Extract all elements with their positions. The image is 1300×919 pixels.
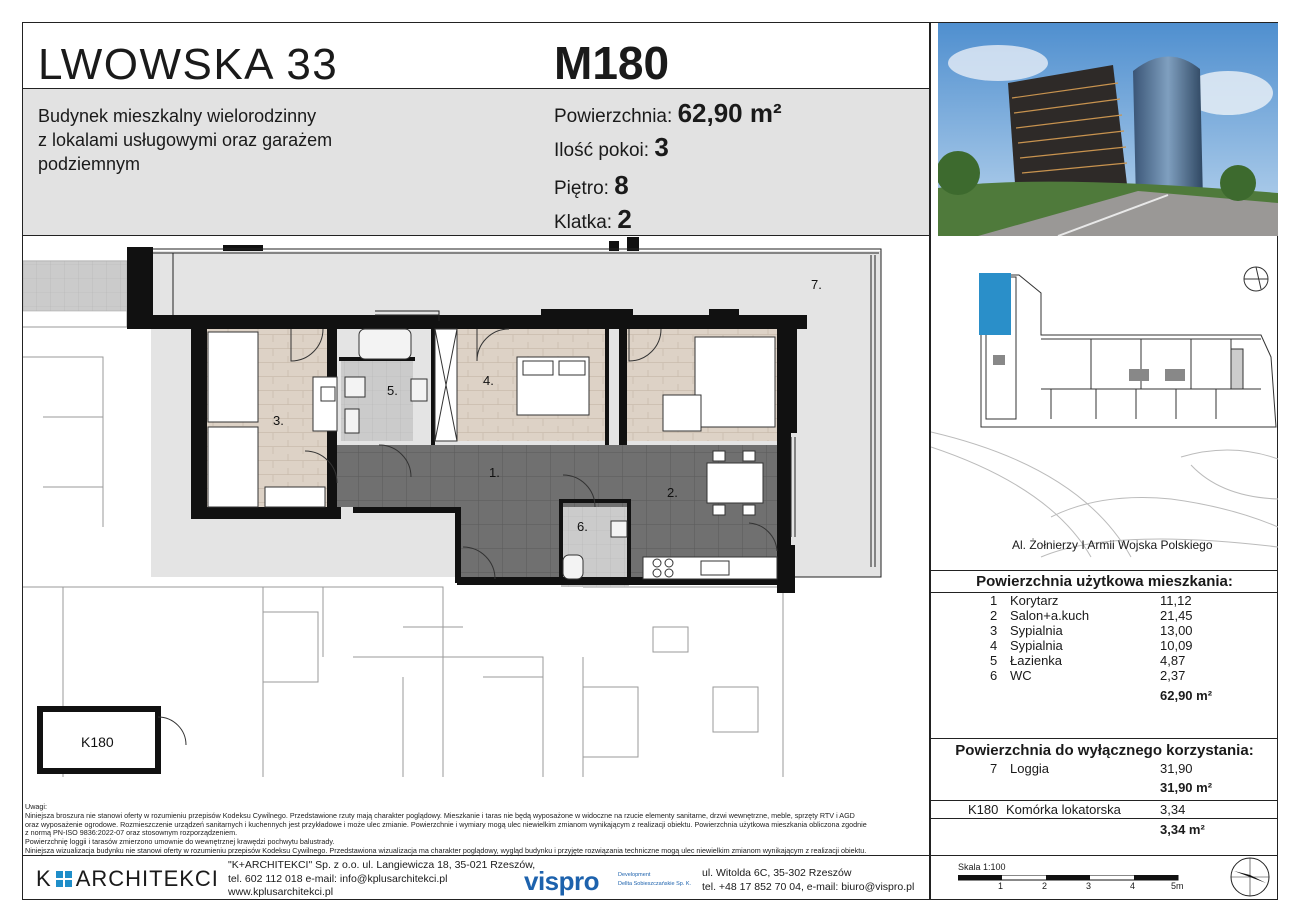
note-line: z normą PN-ISO 9836:2022-07 oraz stosownym rozporządzeniem.: [25, 828, 238, 838]
storage-label: K180: [81, 734, 114, 750]
row-area: 3,34: [1160, 802, 1186, 817]
row-name: Loggia: [1010, 761, 1050, 776]
row-num: 3: [990, 623, 998, 638]
architect-line: www.kplusarchitekci.pl: [228, 886, 334, 898]
row-area: 11,12: [1160, 593, 1192, 608]
footer-divider: [23, 855, 929, 856]
table-divider: [931, 738, 1278, 739]
room-label-4: 4.: [483, 373, 494, 388]
description-line: Budynek mieszkalny wielorodzinny: [38, 106, 317, 126]
table-divider: [931, 818, 1278, 819]
developer-logo: vispro: [524, 866, 600, 896]
table-divider: [931, 855, 1278, 856]
developer-line: tel. +48 17 852 70 04, e-mail: biuro@vispro.pl: [702, 881, 915, 893]
row-name: Łazienka: [1010, 653, 1063, 668]
scale-tick: 2: [1042, 881, 1048, 891]
compass-icon: [1244, 267, 1268, 291]
room-label-5: 5.: [387, 383, 398, 398]
unit-code: M180: [554, 37, 670, 89]
usable-area-heading: Powierzchnia użytkowa mieszkania:: [976, 573, 1233, 590]
scale-tick: 5m: [1171, 881, 1184, 891]
building-photo: [938, 23, 1278, 236]
room-label-3: 3.: [273, 413, 284, 428]
note-line: Niniejsza broszura nie stanowi oferty w rozumieniu przepisów Kodeksu Cywilnego. Przedstawione rzuty mają charakter poglądowy. Mieszkanie i taras nie będą wyposażone w widoczne na rzucie elementy sanitarne, drzwi wewnętrzne, meble, sprzęty RTV i AGD: [25, 810, 855, 820]
scale-tick: 4: [1130, 881, 1136, 891]
note-line: Niniejsza wizualizacja budynku nie stanowi oferty w rozumieniu przepisów Kodeksu Cywilnego. Przedstawiona wizualizacja ma charakter poglądowy, wygląd budynku i przyjęte rozwiązania techniczne mogą ulec niewielkim zmianom wynikającym z realizacji obiektu.: [25, 845, 867, 855]
spec-area: [554, 98, 782, 129]
loggia-total: 31,90 m²: [1160, 780, 1213, 795]
row-name: Sypialnia: [1010, 638, 1063, 653]
room-label-1: 1.: [489, 465, 500, 480]
scale-tick: 3: [1086, 881, 1092, 891]
row-name: WC: [1010, 668, 1032, 683]
developer-address: [702, 866, 914, 894]
developer-sub-line: Dellta Sobieszczańskie Sp. K.: [618, 881, 692, 887]
room-label-7: 7.: [811, 277, 822, 292]
architect-line: "K+ARCHITEKCI" Sp. z o.o. ul. Langiewicza 18, 35-021 Rzeszów,: [228, 859, 536, 871]
floor-plan: [23, 237, 929, 803]
row-num: 4: [990, 638, 998, 653]
spec-rooms: [554, 132, 669, 163]
row-name: Komórka lokatorska: [1006, 802, 1121, 817]
architect-logo-text: ARCHITEKCI: [75, 866, 219, 891]
corridor-floor-lower: [459, 507, 559, 583]
row-area: 10,09: [1160, 638, 1193, 653]
project-title: LWOWSKA 33: [38, 40, 339, 89]
table-divider: [931, 592, 1278, 593]
row-name: Salon+a.kuch: [1010, 608, 1090, 623]
spec-stair-label: Klatka:: [554, 212, 613, 233]
row-area: 21,45: [1160, 608, 1193, 623]
storage-total: 3,34 m²: [1160, 822, 1205, 837]
row-area: 13,00: [1160, 623, 1193, 638]
table-divider: [931, 570, 1278, 571]
kitchen-unit: [643, 557, 777, 579]
exclusive-area-heading: Powierzchnia do wyłącznego korzystania:: [955, 742, 1254, 759]
architect-line: tel. 602 112 018 e-mail: info@kplusarchitekci.pl: [228, 872, 448, 885]
architect-logo: [36, 866, 219, 892]
row-num: 7: [990, 761, 998, 776]
description-line: z lokalami usługowymi oraz garażem: [38, 130, 333, 150]
scale-label: Skala 1:100: [958, 862, 1006, 872]
table-divider: [931, 800, 1278, 801]
row-num: K180: [968, 802, 999, 817]
spec-stair-value: 2: [617, 204, 632, 234]
street-name: Al. Żołnierzy I Armii Wojska Polskiego: [1012, 538, 1213, 552]
north-arrow-icon: [1228, 855, 1272, 899]
row-area: 31,90: [1160, 761, 1193, 776]
note-line: oraz wyposażenie ogrodowe. Rozmieszczenie urządzeń sanitarnych i kuchennych jest przykładowe i może ulec zmianie. Powierzchnie i wymiary mogą ulec niewielkim zmianom wynikającym z realizacji obiektu. Powierzchnia użytkowa mieszkania obliczona zgodnie: [25, 819, 867, 829]
row-num: 6: [990, 668, 998, 683]
row-area: 2,37: [1160, 668, 1186, 683]
usable-area-total: 62,90 m²: [1160, 688, 1213, 703]
building-description: [38, 104, 418, 176]
spec-rooms-value: 3: [654, 132, 669, 162]
scale-bar: [958, 875, 1188, 881]
room-label-6: 6.: [577, 519, 588, 534]
notes: [25, 803, 925, 856]
spec-area-label: Powierzchnia:: [554, 106, 673, 127]
row-area: 4,87: [1160, 653, 1186, 668]
row-name: Korytarz: [1010, 593, 1059, 608]
developer-subtitle: [618, 871, 691, 889]
spec-stair: [554, 204, 632, 235]
architect-logo-k: K: [36, 866, 52, 891]
site-plan: [931, 237, 1278, 567]
spec-rooms-label: Ilość pokoi:: [554, 140, 650, 161]
kplus-icon: [56, 871, 72, 887]
spec-area-value: 62,90 m²: [677, 98, 782, 128]
row-name: Sypialnia: [1010, 623, 1063, 638]
room-label-2: 2.: [667, 485, 678, 500]
scale-tick: 1: [998, 881, 1004, 891]
spec-floor-value: 8: [614, 170, 629, 200]
note-line: Powierzchnię loggii i tarasów zmierzono umownie do wewnętrznej krawędzi pochwytu balustrady.: [25, 837, 335, 847]
spec-floor: [554, 170, 629, 201]
spec-floor-label: Piętro:: [554, 178, 609, 199]
row-num: 1: [990, 593, 998, 608]
developer-line: ul. Witolda 6C, 35-302 Rzeszów: [702, 867, 852, 879]
developer-sub-line: Development: [618, 872, 651, 878]
architect-address: [228, 859, 535, 900]
description-line: podziemnym: [38, 154, 141, 174]
row-num: 2: [990, 608, 998, 623]
note-line: Uwagi:: [25, 802, 47, 811]
row-num: 5: [990, 653, 998, 668]
highlighted-unit: [979, 273, 1011, 335]
